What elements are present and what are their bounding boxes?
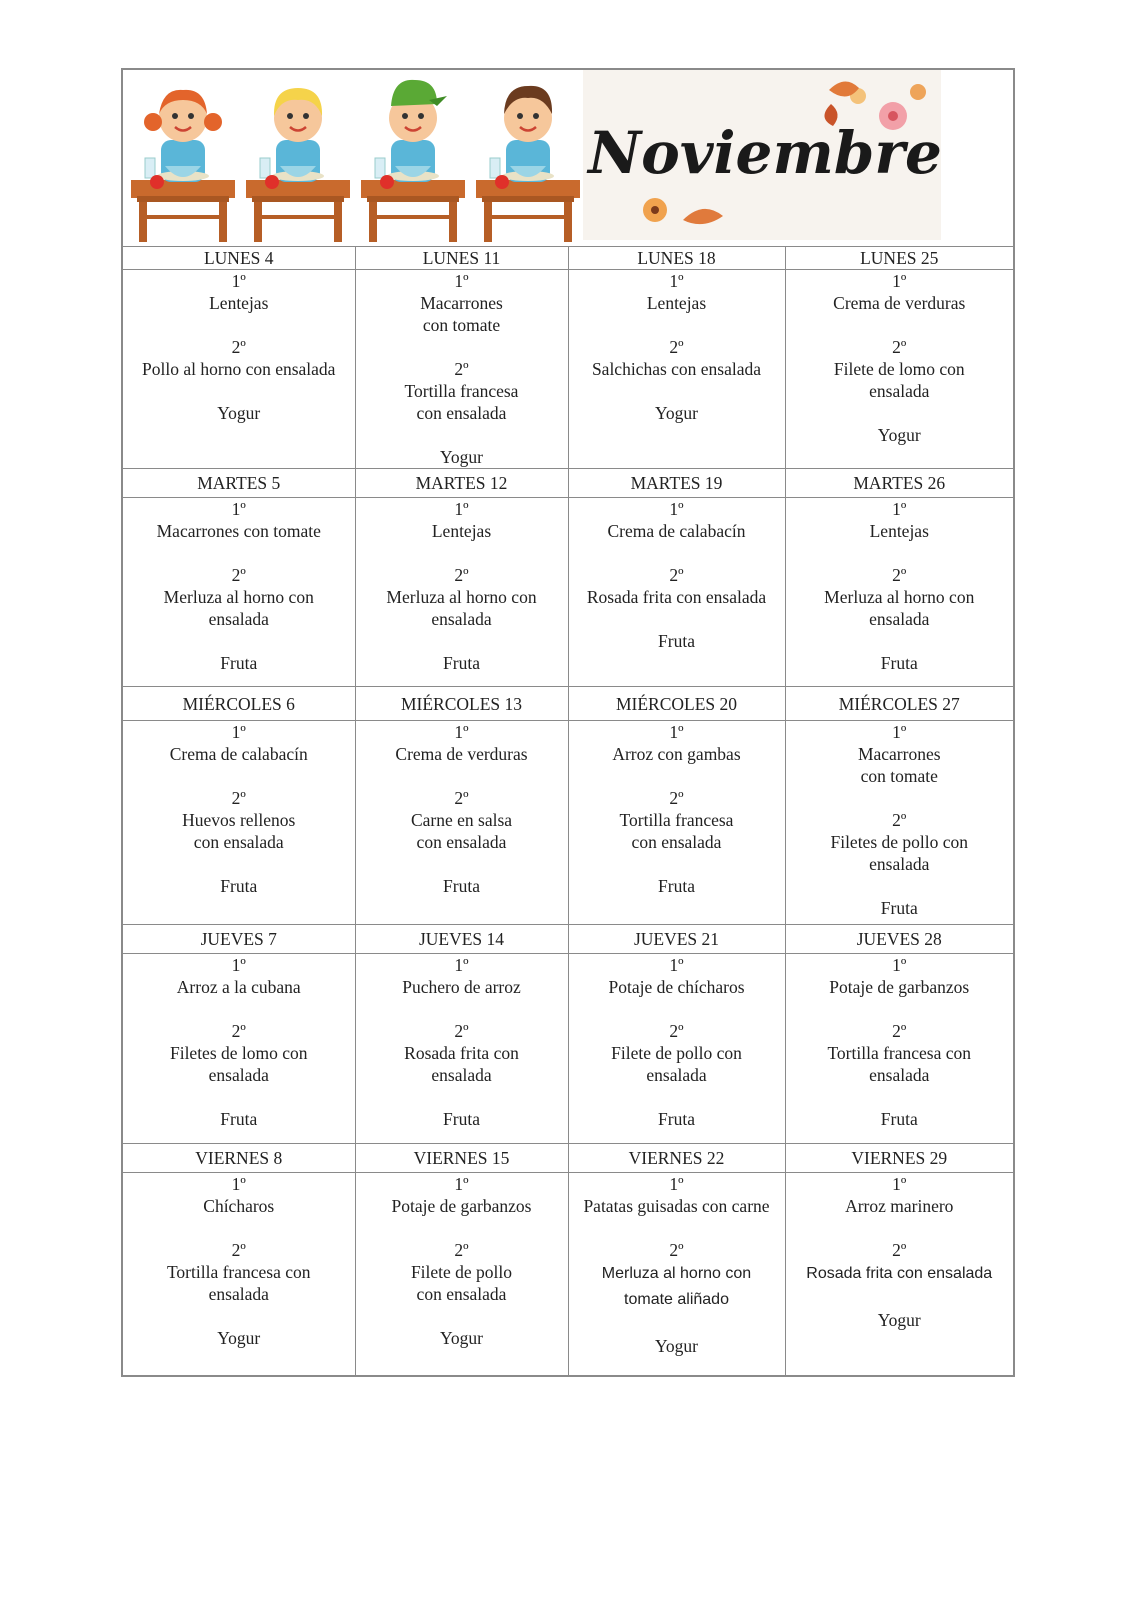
gap xyxy=(127,998,351,1020)
first-course-label: 1º xyxy=(892,955,907,975)
gap xyxy=(127,1086,351,1108)
second-course: Tortilla francesa con ensalada xyxy=(166,1262,311,1304)
first-course-label: 1º xyxy=(669,955,684,975)
dessert: Yogur xyxy=(440,447,483,467)
gap xyxy=(790,402,1010,424)
gap xyxy=(790,787,1010,809)
day-menu-cell xyxy=(123,498,355,687)
gap xyxy=(360,542,564,564)
first-course: Macarrones con tomate xyxy=(156,521,321,541)
second-course-label: 2º xyxy=(669,565,684,585)
second-course-label: 2º xyxy=(892,1021,907,1041)
second-course-label: 2º xyxy=(669,1240,684,1260)
first-course-label: 1º xyxy=(231,1174,246,1194)
day-menu-cell xyxy=(123,270,355,469)
second-course-label: 2º xyxy=(892,565,907,585)
day-header-row xyxy=(123,469,1013,498)
day-header-row xyxy=(123,925,1013,954)
second-course: Filete de pollo con ensalada xyxy=(410,1262,513,1304)
first-course: Macarrones con tomate xyxy=(420,293,503,335)
first-course: Arroz a la cubana xyxy=(176,977,301,997)
first-course-label: 1º xyxy=(231,499,246,519)
first-course-label: 1º xyxy=(669,722,684,742)
gap xyxy=(790,1287,1010,1309)
first-course-label: 1º xyxy=(892,722,907,742)
second-course: Salchichas con ensalada xyxy=(591,359,762,379)
day-menu-cell xyxy=(568,270,785,469)
first-course-label: 1º xyxy=(454,722,469,742)
gap xyxy=(790,630,1010,652)
gap xyxy=(360,1086,564,1108)
day-label: MARTES 12 xyxy=(355,469,568,498)
dessert: Yogur xyxy=(440,1328,483,1348)
day-label: VIERNES 22 xyxy=(568,1144,785,1173)
second-course-label: 2º xyxy=(454,565,469,585)
menu-row xyxy=(123,721,1013,925)
menu-row xyxy=(123,270,1013,469)
gap xyxy=(573,542,781,564)
gap xyxy=(127,1305,351,1327)
first-course: Lentejas xyxy=(869,521,929,541)
first-course: Crema de calabacín xyxy=(169,744,308,764)
gap xyxy=(790,1086,1010,1108)
day-label: MARTES 26 xyxy=(785,469,1013,498)
dessert: Fruta xyxy=(220,653,258,673)
dessert: Fruta xyxy=(658,876,695,896)
day-menu-cell xyxy=(785,270,1013,469)
second-course-label: 2º xyxy=(231,337,246,357)
first-course-label: 1º xyxy=(669,1174,684,1194)
gap xyxy=(790,1217,1010,1239)
day-label: JUEVES 14 xyxy=(355,925,568,954)
day-menu-cell xyxy=(785,721,1013,925)
first-course: Macarrones con tomate xyxy=(857,744,941,786)
day-label: LUNES 25 xyxy=(785,247,1013,270)
gap xyxy=(573,998,781,1020)
gap xyxy=(127,630,351,652)
day-menu-cell xyxy=(568,721,785,925)
day-label: JUEVES 7 xyxy=(123,925,355,954)
first-course: Puchero de arroz xyxy=(402,977,521,997)
day-menu-cell xyxy=(785,1173,1013,1376)
first-course-label: 1º xyxy=(669,499,684,519)
gap xyxy=(790,875,1010,897)
day-label: MIÉRCOLES 13 xyxy=(355,687,568,721)
day-label: JUEVES 21 xyxy=(568,925,785,954)
gap xyxy=(573,608,781,630)
second-course: Rosada frita con ensalada xyxy=(806,1265,993,1282)
dessert: Fruta xyxy=(658,631,695,651)
menu-row xyxy=(123,498,1013,687)
dessert: Yogur xyxy=(217,1328,261,1348)
day-label: VIERNES 29 xyxy=(785,1144,1013,1173)
day-menu-cell xyxy=(355,1173,568,1376)
first-course-label: 1º xyxy=(454,1174,469,1194)
first-course-label: 1º xyxy=(892,1174,907,1194)
gap xyxy=(573,380,781,402)
dessert: Fruta xyxy=(880,653,918,673)
dessert: Fruta xyxy=(220,1109,258,1129)
header-banner xyxy=(123,70,1013,247)
second-course-label: 2º xyxy=(892,810,907,830)
dessert: Fruta xyxy=(880,1109,918,1129)
gap xyxy=(127,314,351,336)
dessert: Fruta xyxy=(658,1109,695,1129)
second-course-label: 2º xyxy=(231,1240,246,1260)
second-course: Merluza al horno con tomate aliñado xyxy=(601,1265,752,1308)
first-course: Lentejas xyxy=(209,293,269,313)
second-course-label: 2º xyxy=(892,337,907,357)
gap xyxy=(360,1305,564,1327)
second-course: Filete de pollo con ensalada xyxy=(611,1043,742,1085)
first-course: Patatas guisadas con carne xyxy=(583,1196,770,1216)
dessert: Yogur xyxy=(877,425,921,445)
day-menu-cell xyxy=(123,954,355,1144)
second-course-label: 2º xyxy=(669,788,684,808)
second-course: Filetes de lomo con ensalada xyxy=(169,1043,308,1085)
second-course: Tortilla francesa con ensalada xyxy=(827,1043,972,1085)
day-menu-cell xyxy=(355,270,568,469)
second-course: Rosada frita con ensalada xyxy=(404,1043,519,1085)
second-course: Huevos rellenos con ensalada xyxy=(182,810,296,852)
gap xyxy=(573,853,781,875)
second-course-label: 2º xyxy=(669,1021,684,1041)
gap xyxy=(573,1313,781,1335)
dessert: Yogur xyxy=(655,1336,698,1356)
gap xyxy=(360,424,564,446)
dessert: Yogur xyxy=(217,403,261,423)
first-course: Crema de calabacín xyxy=(607,521,746,541)
month-title: Noviembre xyxy=(588,119,942,187)
day-label: LUNES 4 xyxy=(123,247,355,270)
dessert: Fruta xyxy=(220,876,258,896)
first-course-label: 1º xyxy=(892,271,907,291)
second-course: Filetes de pollo con ensalada xyxy=(830,832,969,874)
first-course: Potaje de garbanzos xyxy=(391,1196,532,1216)
dessert: Fruta xyxy=(443,876,480,896)
dessert: Fruta xyxy=(443,1109,480,1129)
gap xyxy=(573,765,781,787)
gap xyxy=(360,1217,564,1239)
second-course-label: 2º xyxy=(454,359,469,379)
first-course: Crema de verduras xyxy=(395,744,528,764)
second-course: Merluza al horno con ensalada xyxy=(386,587,537,629)
gap xyxy=(127,1217,351,1239)
second-course-label: 2º xyxy=(231,1021,246,1041)
dessert: Fruta xyxy=(880,898,918,918)
day-menu-cell xyxy=(355,954,568,1144)
day-menu-cell xyxy=(123,1173,355,1376)
second-course: Pollo al horno con ensalada xyxy=(142,359,336,379)
day-label: LUNES 18 xyxy=(568,247,785,270)
second-course-label: 2º xyxy=(454,788,469,808)
gap xyxy=(790,314,1010,336)
dessert: Yogur xyxy=(655,403,698,423)
second-course: Tortilla francesa con ensalada xyxy=(404,381,519,423)
first-course: Lentejas xyxy=(646,293,707,313)
first-course-label: 1º xyxy=(892,499,907,519)
day-label: VIERNES 15 xyxy=(355,1144,568,1173)
gap xyxy=(127,542,351,564)
second-course: Merluza al horno con ensalada xyxy=(163,587,314,629)
day-header-row xyxy=(123,1144,1013,1173)
menu-row xyxy=(123,1173,1013,1376)
day-menu-cell xyxy=(568,1173,785,1376)
first-course: Crema de verduras xyxy=(833,293,966,313)
first-course: Chícharos xyxy=(203,1196,275,1216)
first-course: Potaje de chícharos xyxy=(608,977,745,997)
second-course-label: 2º xyxy=(454,1021,469,1041)
gap xyxy=(573,1086,781,1108)
gap xyxy=(573,1217,781,1239)
first-course-label: 1º xyxy=(231,271,246,291)
second-course-label: 2º xyxy=(454,1240,469,1260)
day-menu-cell xyxy=(355,721,568,925)
gap xyxy=(127,765,351,787)
second-course-label: 2º xyxy=(231,565,246,585)
first-course-label: 1º xyxy=(669,271,684,291)
day-menu-cell xyxy=(785,954,1013,1144)
gap xyxy=(790,542,1010,564)
first-course-label: 1º xyxy=(454,271,469,291)
day-menu-cell xyxy=(355,498,568,687)
menu-sheet xyxy=(121,68,1015,1377)
second-course: Carne en salsa con ensalada xyxy=(410,810,513,852)
day-label: MIÉRCOLES 27 xyxy=(785,687,1013,721)
first-course-label: 1º xyxy=(231,722,246,742)
day-label: MIÉRCOLES 20 xyxy=(568,687,785,721)
day-menu-cell xyxy=(568,498,785,687)
day-label: JUEVES 28 xyxy=(785,925,1013,954)
first-course-label: 1º xyxy=(454,499,469,519)
second-course: Rosada frita con ensalada xyxy=(586,587,767,607)
gap xyxy=(360,630,564,652)
first-course-label: 1º xyxy=(454,955,469,975)
gap xyxy=(360,998,564,1020)
gap xyxy=(573,314,781,336)
day-label: LUNES 11 xyxy=(355,247,568,270)
second-course-label: 2º xyxy=(669,337,684,357)
gap xyxy=(360,765,564,787)
second-course-label: 2º xyxy=(892,1240,907,1260)
first-course: Arroz marinero xyxy=(845,1196,954,1216)
second-course: Tortilla francesa con ensalada xyxy=(619,810,734,852)
second-course: Merluza al horno con ensalada xyxy=(824,587,975,629)
first-course-label: 1º xyxy=(231,955,246,975)
day-label: MIÉRCOLES 6 xyxy=(123,687,355,721)
dessert: Fruta xyxy=(443,653,480,673)
day-menu-cell xyxy=(123,721,355,925)
dessert: Yogur xyxy=(877,1310,921,1330)
day-label: MARTES 5 xyxy=(123,469,355,498)
day-menu-cell xyxy=(785,498,1013,687)
menu-table xyxy=(123,247,1013,1375)
first-course: Potaje de garbanzos xyxy=(829,977,970,997)
first-course: Arroz con gambas xyxy=(612,744,741,764)
day-label: MARTES 19 xyxy=(568,469,785,498)
gap xyxy=(127,853,351,875)
day-menu-cell xyxy=(568,954,785,1144)
menu-row xyxy=(123,954,1013,1144)
gap xyxy=(127,380,351,402)
day-label: VIERNES 8 xyxy=(123,1144,355,1173)
day-header-row xyxy=(123,247,1013,270)
gap xyxy=(360,336,564,358)
second-course: Filete de lomo con ensalada xyxy=(833,359,965,401)
first-course: Lentejas xyxy=(431,521,492,541)
gap xyxy=(790,998,1010,1020)
gap xyxy=(360,853,564,875)
second-course-label: 2º xyxy=(231,788,246,808)
day-header-row xyxy=(123,687,1013,721)
